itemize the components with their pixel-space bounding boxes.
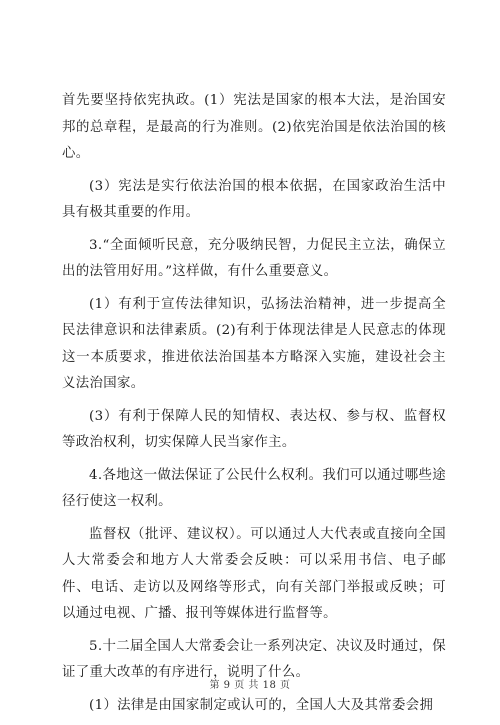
page-number-footer: 第 9 页 共 18 页 — [209, 680, 291, 691]
paragraph-answer-3-part2: (3）有利于保障人民的知情权、表达权、参与权、监督权等政治权利，切实保障人民当家作主。 — [62, 408, 446, 450]
body-text — [62, 88, 446, 725]
paragraph-question-4: 4.各地这一做法保证了公民什么权利。我们可以通过哪些途径行使这一权利。 — [62, 467, 446, 509]
paragraph-constitution-rule: 首先要坚持依宪执政。(1）宪法是国家的根本大法，是治国安邦的总章程，是最高的行为准则。(2)依宪治国是依法治国的核心。 — [62, 93, 446, 161]
paragraph-question-5: 5.十二届全国人大常委会让一系列决定、决议及时通过，保证了重大改革的有序进行，说明了什么。 — [62, 638, 446, 680]
paragraph-question-3: 3.“全面倾听民意，充分吸纳民智，力促民主立法，确保立出的法管用好用。”这样做，有什么重要意义。 — [62, 237, 446, 279]
paragraph-answer-5: (1）法律是由国家制定或认可的，全国人大及其常委会拥 — [89, 697, 434, 713]
paragraph-answer-4: 监督权（批评、建议权）。可以通过人大代表或直接向全国人大常委会和地方人大常委会反映：可以采用书信、电子邮件、电话、走访以及网络等形式，向有关部门举报或反映；可以通过电视、广播、报刊等媒体进行监督等。 — [62, 526, 446, 621]
paragraph-constitution-basis: (3）宪法是实行依法治国的根本依据，在国家政治生活中具有极其重要的作用。 — [62, 178, 446, 220]
paragraph-answer-3-part1: (1）有利于宣传法律知识，弘扬法治精神，进一步提高全民法律意识和法律素质。(2)有利于体现法律是人民意志的体现这一本质要求，推进依法治国基本方略深入实施，建设社会主义法治国家。 — [62, 296, 446, 391]
